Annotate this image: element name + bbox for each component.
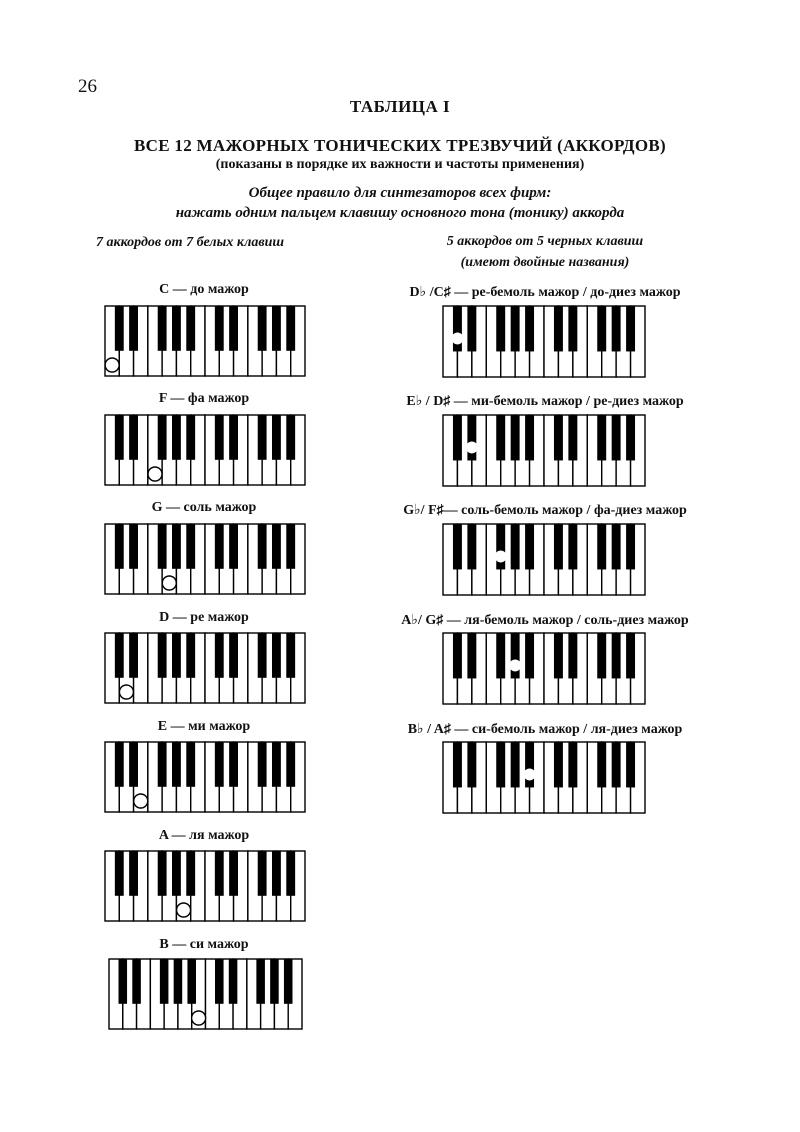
black-key-F-sharp <box>597 633 606 678</box>
keyboard-diagram <box>104 414 306 486</box>
black-key-A-sharp <box>525 633 534 678</box>
black-key-A-sharp <box>187 959 196 1004</box>
black-key-G-sharp <box>272 306 281 351</box>
black-key-A-sharp <box>186 306 195 351</box>
black-key-C-sharp <box>453 306 462 351</box>
black-key-D-sharp <box>129 415 138 460</box>
chord-label: C — до мажор <box>159 282 249 297</box>
black-key-A-sharp <box>286 524 295 569</box>
black-key-C-sharp <box>115 524 124 569</box>
black-key-G-sharp <box>511 415 520 460</box>
root-marker-filled <box>524 768 536 780</box>
black-key-D-sharp <box>132 959 141 1004</box>
black-key-D-sharp <box>229 524 238 569</box>
root-marker-filled <box>509 659 521 671</box>
black-key-D-sharp <box>568 306 577 351</box>
root-marker-circle <box>134 794 148 808</box>
root-marker-filled <box>451 332 463 344</box>
black-key-G-sharp <box>172 306 181 351</box>
black-key-A-sharp <box>626 306 635 351</box>
black-key-F-sharp <box>597 524 606 569</box>
black-key-D-sharp <box>568 415 577 460</box>
black-key-D-sharp <box>568 742 577 787</box>
black-key-A-sharp <box>286 306 295 351</box>
black-key-C-sharp <box>453 415 462 460</box>
black-key-C-sharp <box>453 742 462 787</box>
black-key-G-sharp <box>511 742 520 787</box>
keyboard-diagram <box>442 632 646 705</box>
root-marker-circle <box>192 1011 206 1025</box>
black-key-G-sharp <box>172 524 181 569</box>
chord-label: B♭ / A♯ — си-бемоль мажор / ля-диез мажор <box>407 722 683 737</box>
black-key-D-sharp <box>229 851 238 896</box>
black-key-G-sharp <box>612 742 621 787</box>
root-marker-circle <box>105 358 119 372</box>
black-key-G-sharp <box>272 633 281 678</box>
black-key-F-sharp <box>496 524 505 569</box>
black-key-C-sharp <box>115 633 124 678</box>
black-key-A-sharp <box>186 524 195 569</box>
black-key-C-sharp <box>115 415 124 460</box>
black-key-F-sharp <box>496 633 505 678</box>
black-key-C-sharp <box>215 959 224 1004</box>
black-key-G-sharp <box>272 742 281 787</box>
black-key-G-sharp <box>272 415 281 460</box>
black-key-G-sharp <box>612 306 621 351</box>
black-key-A-sharp <box>286 415 295 460</box>
black-key-G-sharp <box>172 415 181 460</box>
root-marker-circle <box>148 467 162 481</box>
chord-label: F — фа мажор <box>158 391 250 406</box>
black-key-D-sharp <box>467 306 476 351</box>
chord-label: A♭/ G♯ — ля-бемоль мажор / соль-диез мажор <box>401 613 689 628</box>
keyboard-diagram <box>104 632 306 704</box>
black-key-F-sharp <box>597 415 606 460</box>
black-key-C-sharp <box>554 524 563 569</box>
black-key-F-sharp <box>158 633 167 678</box>
black-key-A-sharp <box>525 524 534 569</box>
page-number: 26 <box>78 76 97 97</box>
black-key-D-sharp <box>229 415 238 460</box>
black-key-C-sharp <box>554 742 563 787</box>
keyboard-diagram <box>442 305 646 378</box>
keyboard-diagram <box>442 414 646 487</box>
black-key-G-sharp <box>172 742 181 787</box>
root-marker-circle <box>162 576 176 590</box>
keyboard-diagram <box>108 958 303 1030</box>
black-key-D-sharp <box>129 633 138 678</box>
black-key-F-sharp <box>258 851 267 896</box>
black-key-C-sharp <box>554 415 563 460</box>
black-key-D-sharp <box>467 524 476 569</box>
black-key-G-sharp <box>272 851 281 896</box>
black-key-A-sharp <box>286 742 295 787</box>
black-key-A-sharp <box>286 851 295 896</box>
black-key-D-sharp <box>467 742 476 787</box>
black-key-C-sharp <box>554 633 563 678</box>
keyboard-diagram <box>442 741 646 814</box>
black-key-A-sharp <box>626 742 635 787</box>
black-key-D-sharp <box>568 524 577 569</box>
root-marker-circle <box>177 903 191 917</box>
black-key-A-sharp <box>626 633 635 678</box>
black-key-F-sharp <box>158 524 167 569</box>
general-rule-line-2: нажать одним пальцем клавишу основного тона (тонику) аккорда <box>175 205 625 221</box>
black-key-C-sharp <box>215 633 224 678</box>
root-marker-filled <box>466 441 478 453</box>
black-key-C-sharp <box>215 306 224 351</box>
black-key-G-sharp <box>172 633 181 678</box>
black-key-F-sharp <box>158 415 167 460</box>
black-key-C-sharp <box>215 415 224 460</box>
black-key-D-sharp <box>467 633 476 678</box>
black-key-C-sharp <box>554 306 563 351</box>
keyboard-diagram <box>104 523 306 595</box>
black-key-F-sharp <box>158 306 167 351</box>
black-key-F-sharp <box>258 415 267 460</box>
black-key-C-sharp <box>215 742 224 787</box>
black-key-G-sharp <box>511 306 520 351</box>
table-title: ТАБЛИЦА I <box>349 97 451 116</box>
black-key-A-sharp <box>525 415 534 460</box>
black-key-A-sharp <box>626 415 635 460</box>
black-key-C-sharp <box>119 959 128 1004</box>
black-key-C-sharp <box>115 851 124 896</box>
black-key-A-sharp <box>186 633 195 678</box>
black-key-G-sharp <box>272 524 281 569</box>
black-key-G-sharp <box>612 415 621 460</box>
black-key-D-sharp <box>129 306 138 351</box>
chord-label: D♭ /C♯ — ре-бемоль мажор / до-диез мажор <box>409 285 681 300</box>
black-key-C-sharp <box>115 306 124 351</box>
keyboard-diagram <box>104 850 306 922</box>
black-key-F-sharp <box>496 306 505 351</box>
black-key-F-sharp <box>496 415 505 460</box>
black-key-F-sharp <box>256 959 265 1004</box>
chord-label: D — ре мажор <box>159 610 249 625</box>
main-heading: ВСЕ 12 МАЖОРНЫХ ТОНИЧЕСКИХ ТРЕЗВУЧИЙ (АККОРДОВ) <box>134 136 666 155</box>
chord-label: E♭ / D♯ — ми-бемоль мажор / ре-диез мажор <box>406 394 684 409</box>
chord-label: B — си мажор <box>159 937 249 952</box>
black-keys-column-title: 5 аккордов от 5 черных клавиш <box>446 234 644 249</box>
white-keys-column-title: 7 аккордов от 7 белых клавиш <box>96 235 285 250</box>
black-key-A-sharp <box>626 524 635 569</box>
black-key-F-sharp <box>597 742 606 787</box>
chord-label: E — ми мажор <box>157 719 251 734</box>
black-key-D-sharp <box>229 306 238 351</box>
black-key-F-sharp <box>597 306 606 351</box>
root-marker-filled <box>495 550 507 562</box>
black-key-F-sharp <box>258 306 267 351</box>
black-key-A-sharp <box>186 742 195 787</box>
black-key-G-sharp <box>612 633 621 678</box>
black-key-D-sharp <box>229 959 238 1004</box>
general-rule-line-1: Общее правило для синтезаторов всех фирм: <box>248 185 552 201</box>
black-key-F-sharp <box>158 742 167 787</box>
black-key-A-sharp <box>286 633 295 678</box>
black-key-G-sharp <box>174 959 183 1004</box>
black-key-C-sharp <box>115 742 124 787</box>
black-key-A-sharp <box>186 851 195 896</box>
keyboard-diagram <box>104 741 306 813</box>
root-marker-circle <box>119 685 133 699</box>
black-keys-column-subtitle: (имеют двойные названия) <box>460 255 630 270</box>
black-key-F-sharp <box>258 524 267 569</box>
black-key-G-sharp <box>612 524 621 569</box>
black-key-F-sharp <box>258 742 267 787</box>
black-key-C-sharp <box>453 633 462 678</box>
black-key-C-sharp <box>215 851 224 896</box>
black-key-A-sharp <box>284 959 293 1004</box>
black-key-F-sharp <box>496 742 505 787</box>
black-key-D-sharp <box>129 742 138 787</box>
subheading: (показаны в порядке их важности и частоты применения) <box>215 157 585 172</box>
black-key-C-sharp <box>453 524 462 569</box>
black-key-D-sharp <box>568 633 577 678</box>
black-key-G-sharp <box>511 633 520 678</box>
black-key-D-sharp <box>129 524 138 569</box>
keyboard-diagram <box>104 305 306 377</box>
black-key-A-sharp <box>525 306 534 351</box>
black-key-F-sharp <box>160 959 169 1004</box>
black-key-G-sharp <box>511 524 520 569</box>
black-key-A-sharp <box>186 415 195 460</box>
black-key-D-sharp <box>467 415 476 460</box>
chord-label: A — ля мажор <box>158 828 250 843</box>
keyboard-diagram <box>442 523 646 596</box>
black-key-G-sharp <box>270 959 279 1004</box>
chord-label: G♭/ F♯— соль-бемоль мажор / фа-диез мажор <box>403 503 687 518</box>
black-key-D-sharp <box>229 633 238 678</box>
black-key-C-sharp <box>215 524 224 569</box>
black-key-F-sharp <box>258 633 267 678</box>
chord-label: G — соль мажор <box>151 500 257 515</box>
black-key-D-sharp <box>229 742 238 787</box>
black-key-F-sharp <box>158 851 167 896</box>
black-key-G-sharp <box>172 851 181 896</box>
black-key-A-sharp <box>525 742 534 787</box>
black-key-D-sharp <box>129 851 138 896</box>
